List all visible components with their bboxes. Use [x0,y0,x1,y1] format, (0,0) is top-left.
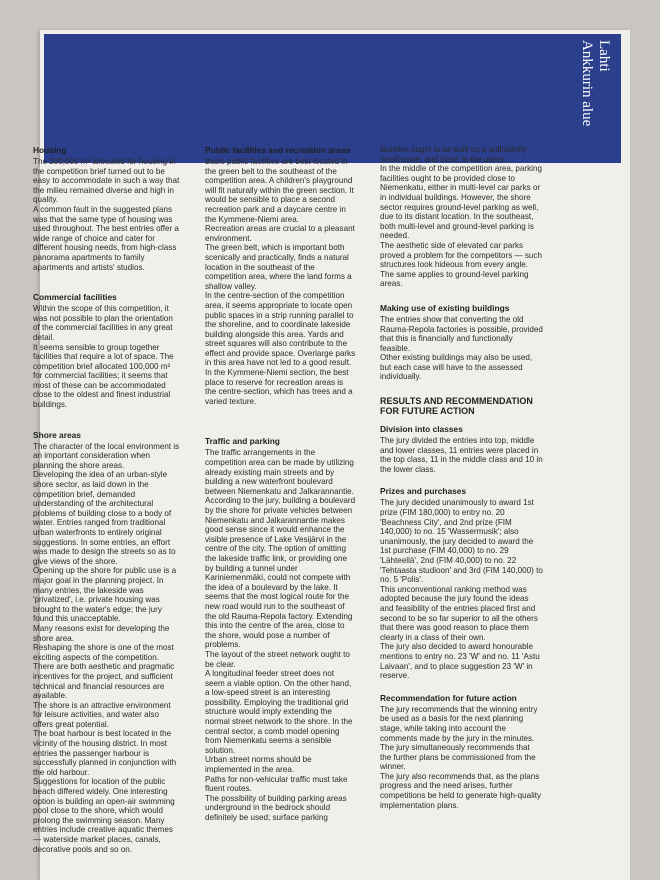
paragraph: Suggestions for location of the public beach differed widely. One interesting option is building an open-air swimming pool close to the shore, which would prolong the swimming season. Many entries include creative aquatic themes — waterside market places, canals, decorative pools and so on. [33,777,175,854]
paragraph: Paths for non-vehicular traffic must take fluent routes. [205,774,348,794]
paragraph: The jury also decided to award honourable mentions to entry no. 23 'W' and no. 11 'Astu Laivaan', and to place suggestion 23 'W' in reserve. [380,642,540,681]
section-heading: Recommendation for future action [380,692,517,703]
paragraph: The jury also recommends that, as the plans progress and the need arises, further competitions be held to generate high-quality implementation plans. [380,771,542,810]
paragraph: The entries show that converting the old Rauma-Repola factories is possible, provided that this is financially and functionally feasible. [380,314,543,353]
paragraph: In the Kymmene-Niemi section, the best place to reserve for recreation areas is the centre-section, which has trees and a varied texture. [205,368,353,406]
paragraph: Opening up the shore for public use is a major goal in the planning project. In many entries, the lakeside was 'privatized', i.e. private housing was brought to the water's edge; the jury found this unacceptable. [33,566,177,624]
paragraph: Reshaping the shore is one of the most exciting aspects of the competition. There are both aesthetic and pragmatic incentives for the project, and sufficient technical and financial resources are available. [33,643,175,701]
section-making-use-of-existing-buildings [380,303,543,382]
section-division-into-classes [380,424,543,474]
section-heading: Traffic and parking [205,436,280,447]
section-heading: Shore areas [33,429,81,440]
section-public-facilities-and-recreation-areas [205,145,356,406]
paragraph: It seems sensible to group together facilities that require a lot of space. The competition brief allocated 100,000 m² for commercial facilities; it seems that most of these can be accommodated close to the oldest and finest industrial buildings. [33,342,174,410]
text-column-3 [380,145,543,810]
paragraph: The traffic arrangements in the competition area can be made by utilizing already existing main streets and by building a new waterfront boulevard between Niemenkatu and Jalkarannantie. [205,448,354,496]
section-shore-areas [33,430,181,855]
paragraph: Basic public facilities are best located in the green belt to the southeast of the competition area. A children's playground will fit naturally within the green section. It would be sensible to place a second recreation park and a daycare centre in the Kymmene-Niemi area. [205,157,354,224]
paragraph: facilities ought to be built on a sufficiently small scale, and close to the users. [380,145,527,164]
section-heading: Making use of existing buildings [380,302,510,313]
paragraph: The 200,000 m² allocated for housing in the competition brief turned out to be easy to accommodate in such a way that the milieu remained diverse and high in quality. [33,157,180,205]
banner-title-line2: Ankkurin alue [579,40,595,127]
paragraph: The jury decided unanimously to award 1st prize (FIM 180,000) to entry no. 20 'Beachness City', and 2nd prize (FIM 140,000) to no. 15 'Wassermusik'; also unanimously, the jury decided to award the 1st purchase (FIM 40,000) to no. 29 'Lähteellä', 2nd (FIM 40,000) to no. 22 'Tehtaasta studioon' and 3rd (FIM 140,000) to no. 5 'Polis'. [380,498,543,585]
paragraph: Many reasons exist for developing the shore area. [33,623,170,643]
paragraph: The jury recommends that the winning entry be used as a basis for the next planning stage, while taking into account the comments made by the jury in the minutes. [380,704,538,743]
section-heading: Commercial facilities [33,292,117,303]
section-continued [380,145,543,289]
paragraph: The shore is an attractive environment for leisure activities, and water also offers great potential. [33,700,171,729]
paragraph: The character of the local environment is an important consideration when planning the shore areas. [33,441,180,470]
section-traffic-and-parking [205,436,356,822]
paragraph: In the centre-section of the competition area, it seems appropriate to locate open public spaces in a strip running parallel to the shoreline, and to coordinate lakeside building alongside this area. Yards and street squares will also contribute to the effect and provide space. Overlarge parks in this area have not led to a good result. [205,291,356,368]
banner-title [540,40,612,152]
section-heading: Prizes and purchases [380,486,467,497]
title-banner [44,34,621,163]
paragraph: The jury simultaneously recommends that the further plans be commissioned from the winner. [380,743,536,772]
paragraph: Other existing buildings may also be used, but each case will have to the assessed individually. [380,353,533,382]
text-column-2 [205,145,356,823]
paragraph: The boat harbour is best located in the vicinity of the housing district. In most entries the passenger harbour is successfully planned in conjunction with the old harbour. [33,729,177,777]
paragraph: A common fault in the suggested plans was that the same type of housing was used throughout. The best entries offer a wide range of choice and cater for different housing needs, from high-class panorama apartments to family apartments and artists' studios. [33,204,179,272]
paragraph: Urban street norms should be implemented in the area. [205,755,312,775]
banner-title-line1: Lahti [596,40,612,72]
section-heading: Public facilities and recreation areas [205,145,351,155]
section-results-and-recommendation-for-future-action [380,396,543,416]
paragraph: In the middle of the competition area, parking facilities ought to be provided close to Niemenkatu, either in multi-level car parks or in individual buildings. However, the shore sector requires ground-level parking as well, due to its distant location. In the southeast, both multi-level and ground-level parking is needed. [380,164,542,241]
section-heading: Division into classes [380,424,463,435]
paragraph: Recreation areas are crucial to a pleasant environment. [205,224,355,243]
paragraph: Developing the idea of an urban-style shore sector, as laid down in the competition brief, demanded understanding of the architectural problems of building close to a body of water. Entries ranged from traditional urban waterfronts to entirely original suggestions. In some entries, an effort was made to design the streets so as to give views of the shore. [33,470,176,566]
paragraph: The aesthetic side of elevated car parks proved a problem for the competitors — such structures look hideous from every angle. The same applies to ground-level parking areas. [380,240,542,289]
section-heading: RESULTS AND RECOMMENDATION FOR FUTURE ACTION [380,396,533,417]
section-housing [33,145,181,272]
paragraph: Within the scope of this competition, it was not possible to plan the orientation of the commercial facilities in any great detail. [33,304,173,342]
paragraph: The green belt, which is important both scenically and practically, finds a natural location in the southeast of the competition area, where the land forms a shallow valley. [205,243,352,291]
section-recommendation-for-future-action [380,693,543,811]
paragraph: According to the jury, building a boulevard by the shore for private vehicles between Niemenkatu and Jalkarannantie makes good sense since it would enhance the visible presence of Lake Vesijärvi in the centre of the city. The option of omitting the lakeside traffic link, or providing one by building a tunnel under Kariniemenmäki, could not compete with the idea of a boulevard by the lake. It seems that the most logical route for the new road would run to the southeast of the old Rauma-Repola factory. Extending this into the centre of the area, close to the shore, would pose a number of problems. [205,496,356,650]
text-column-1 [33,145,181,854]
paragraph: The possibility of building parking areas underground in the bedrock should definitely be used; surface parking [205,793,347,822]
paragraph: A longitudinal feeder street does not seem a viable option. On the other hand, a low-speed street is an interesting possibility. Employing the traditional grid structure would imply extending the normal street network to the shore. In the central sector, a comb model opening from Niemenkatu seems a sensible solution. [205,669,353,755]
paragraph: This unconventional ranking method was adopted because the jury found the ideas and feasibility of the entries placed first and second to be so far superior to all the others that there was good reason to place them clearly in a class of their own. [380,584,538,642]
section-prizes-and-purchases [380,486,543,680]
section-heading: Housing [33,145,67,155]
paragraph: The layout of the street network ought to be clear. [205,649,350,669]
section-commercial-facilities [33,292,181,410]
paragraph: The jury divided the entries into top, middle and lower classes, 11 entries were placed in the top class, 11 in the middle class and 10 in the lower class. [380,436,543,474]
